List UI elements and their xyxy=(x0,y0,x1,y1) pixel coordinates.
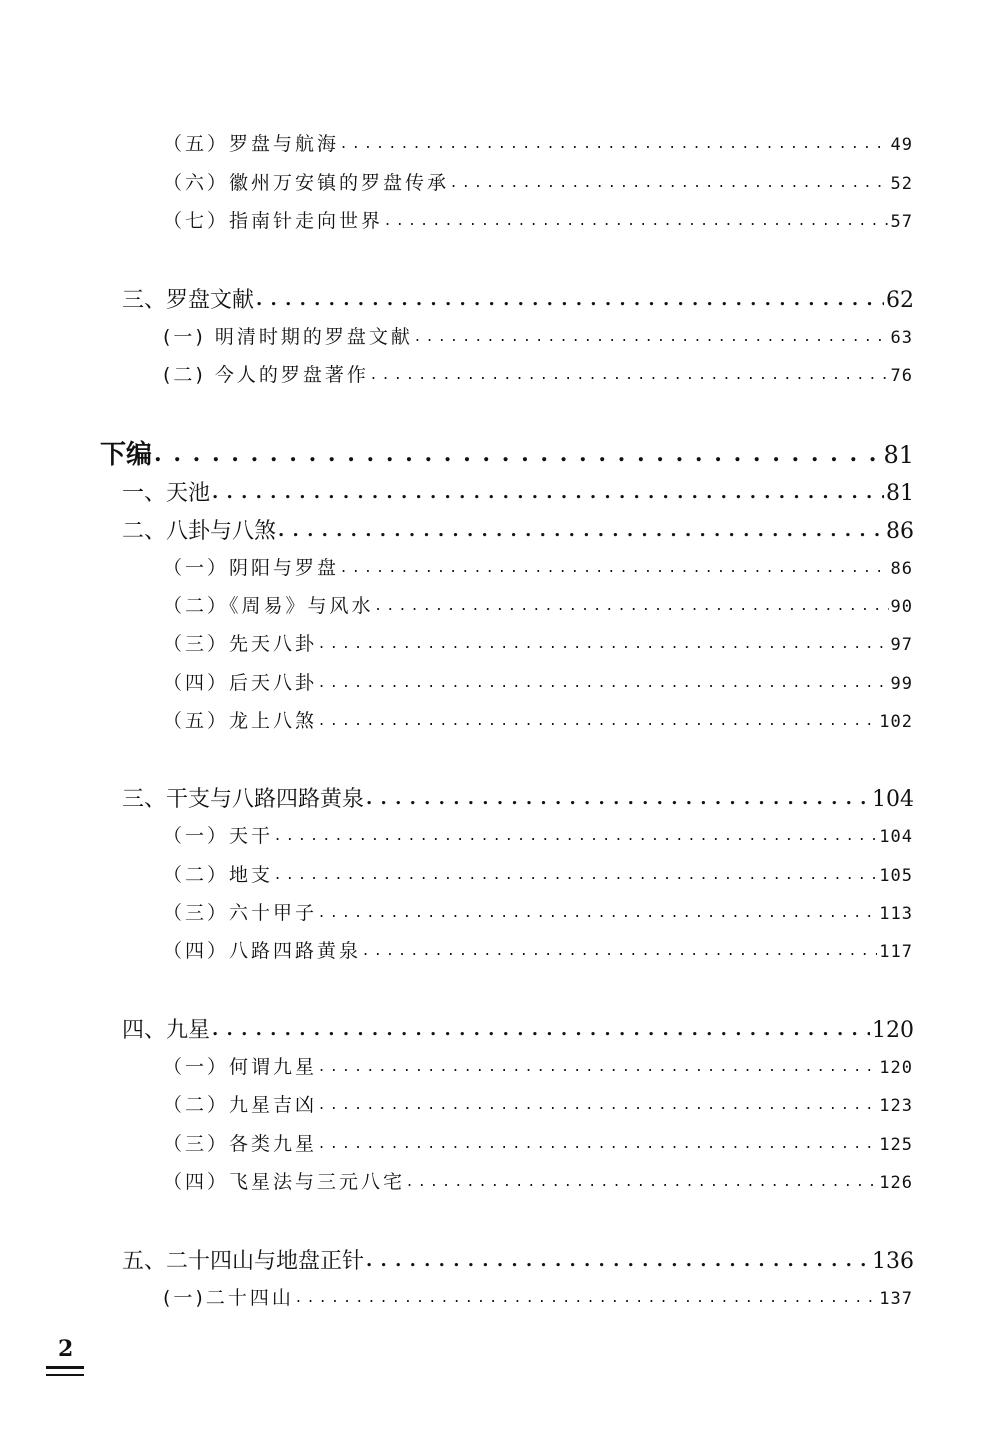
toc-entry-label: （三）六十甲子 xyxy=(163,902,318,924)
toc-entry-label: （四）后天八卦 xyxy=(163,672,318,694)
dot-leader xyxy=(319,1054,877,1076)
toc-entry-label: （一）何谓九星 xyxy=(163,1056,318,1078)
toc-entry-page: 86 xyxy=(890,559,913,579)
toc-section-page: 136 xyxy=(872,1249,914,1274)
toc-section xyxy=(122,1013,914,1044)
toc-entry-label: (二) 今人的罗盘著作 xyxy=(163,364,369,386)
toc-entry-page: 137 xyxy=(879,1289,913,1309)
toc-entry xyxy=(163,360,913,387)
toc-section-page: 81 xyxy=(886,481,914,506)
dot-leader xyxy=(341,555,889,577)
toc-entry-label: （三）各类九星 xyxy=(163,1133,318,1155)
toc-section-label: 二、八卦与八煞 xyxy=(122,519,277,544)
toc-section-label: 五、二十四山与地盘正针 xyxy=(122,1249,365,1274)
dot-leader xyxy=(319,670,889,692)
dot-leader xyxy=(341,131,889,153)
toc-entry-label: （一）天干 xyxy=(163,825,274,847)
toc-entry-label: （二）《周易》与风水 xyxy=(163,595,374,617)
toc-entry-page: 104 xyxy=(879,827,913,847)
dot-leader xyxy=(371,362,889,384)
dot-leader xyxy=(275,823,877,845)
toc-entry-label: （二）九星吉凶 xyxy=(163,1094,318,1116)
toc-entry xyxy=(163,668,913,695)
toc-entry xyxy=(163,706,913,733)
toc-section xyxy=(122,476,914,507)
toc-section-label: 三、罗盘文献 xyxy=(122,288,255,313)
dot-leader xyxy=(407,1169,877,1191)
toc-entry-label: （二）地支 xyxy=(163,864,274,886)
dot-leader xyxy=(319,631,889,653)
toc-entry xyxy=(163,553,913,580)
toc-entry-page: 120 xyxy=(879,1058,913,1078)
toc-section-page: 120 xyxy=(872,1018,914,1043)
dot-leader xyxy=(275,862,877,884)
toc-section-label: 三、干支与八路四路黄泉 xyxy=(122,787,365,812)
dot-leader xyxy=(363,938,877,960)
toc-entry xyxy=(163,206,913,233)
toc-entry-label: （五）龙上八煞 xyxy=(163,710,318,732)
toc-section xyxy=(122,514,914,545)
toc-entry-label: （七）指南针走向世界 xyxy=(163,210,384,232)
toc-entry-label: （五）罗盘与航海 xyxy=(163,133,340,155)
toc-section xyxy=(122,283,914,314)
dot-leader xyxy=(296,1285,877,1307)
dot-leader xyxy=(212,1016,870,1041)
toc-entry-label: (一) 明清时期的罗盘文献 xyxy=(163,326,413,348)
toc-section-page: 104 xyxy=(872,787,914,812)
dot-leader xyxy=(319,1131,877,1153)
toc-entry-page: 57 xyxy=(890,212,913,232)
dot-leader xyxy=(451,170,889,192)
toc-part-page: 81 xyxy=(883,441,914,469)
toc-entry xyxy=(163,1052,913,1079)
dot-leader xyxy=(376,593,889,615)
toc-entry xyxy=(163,591,913,618)
toc-entry xyxy=(163,1167,913,1194)
toc-section xyxy=(122,782,914,813)
toc-entry-page: 125 xyxy=(879,1135,913,1155)
dot-leader xyxy=(385,208,889,230)
page-number-rule xyxy=(46,1366,84,1369)
toc-entry-page: 52 xyxy=(890,174,913,194)
toc-entry xyxy=(163,129,913,156)
page-number-rule xyxy=(46,1374,84,1376)
dot-leader xyxy=(278,517,884,542)
toc-entry-page: 90 xyxy=(890,597,913,617)
dot-leader xyxy=(256,286,884,311)
toc-part-label: 下编 xyxy=(100,440,153,470)
toc-entry-page: 105 xyxy=(879,866,913,886)
toc-entry xyxy=(163,322,913,349)
toc-entry xyxy=(163,936,913,963)
toc-entry-label: （四）八路四路黄泉 xyxy=(163,940,362,962)
toc-entry-page: 102 xyxy=(879,712,913,732)
dot-leader xyxy=(366,785,870,810)
dot-leader xyxy=(319,708,877,730)
toc-part-heading xyxy=(100,434,914,471)
toc-entry-page: 99 xyxy=(890,674,913,694)
toc-entry-page: 97 xyxy=(890,635,913,655)
toc-entry-page: 117 xyxy=(879,942,913,962)
page-number: 2 xyxy=(58,1336,74,1362)
toc-section-label: 四、九星 xyxy=(122,1018,211,1043)
toc-entry xyxy=(163,860,913,887)
dot-leader xyxy=(319,1092,877,1114)
toc-entry xyxy=(163,821,913,848)
toc-entry-page: 113 xyxy=(879,904,913,924)
toc-entry-label: （六）徽州万安镇的罗盘传承 xyxy=(163,172,450,194)
dot-leader xyxy=(366,1247,870,1272)
toc-entry xyxy=(163,898,913,925)
toc-entry xyxy=(163,629,913,656)
toc-entry-page: 63 xyxy=(890,328,913,348)
toc-entry-page: 76 xyxy=(890,366,913,386)
toc-entry xyxy=(163,1283,913,1310)
toc-entry-page: 126 xyxy=(879,1173,913,1193)
dot-leader xyxy=(212,479,884,504)
toc-section-page: 86 xyxy=(886,519,914,544)
dot-leader xyxy=(415,324,889,346)
toc-entry-page: 49 xyxy=(890,135,913,155)
toc-entry xyxy=(163,1090,913,1117)
dot-leader xyxy=(154,438,881,468)
toc-entry xyxy=(163,168,913,195)
toc-section xyxy=(122,1244,914,1275)
toc-entry-label: (一)二十四山 xyxy=(163,1287,294,1309)
toc-section-page: 62 xyxy=(886,288,914,313)
dot-leader xyxy=(319,900,877,922)
toc-entry xyxy=(163,1129,913,1156)
toc-section-label: 一、天池 xyxy=(122,481,211,506)
toc-entry-label: （三）先天八卦 xyxy=(163,633,318,655)
toc-entry-label: （一）阴阳与罗盘 xyxy=(163,557,340,579)
toc-entry-page: 123 xyxy=(879,1096,913,1116)
toc-entry-label: （四）飞星法与三元八宅 xyxy=(163,1171,406,1193)
